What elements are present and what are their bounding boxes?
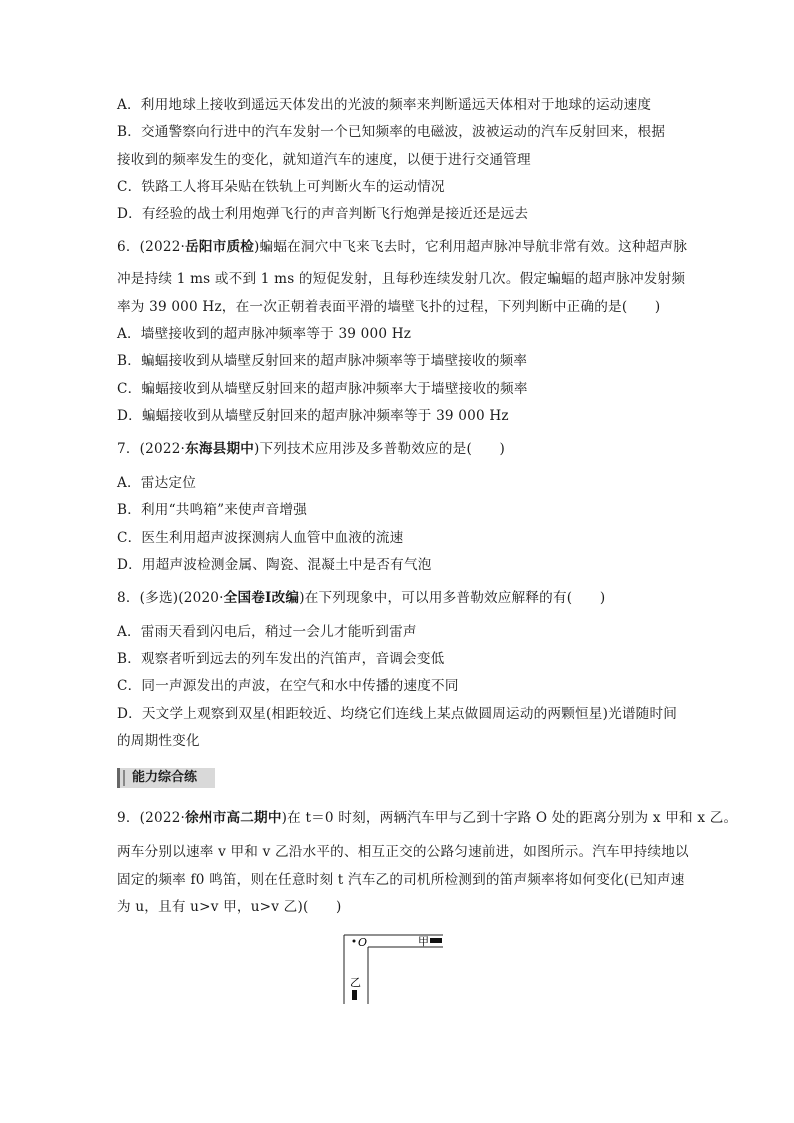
q6-option-a: A．墙壁接收到的超声脉冲频率等于 39 000 Hz [117,326,412,342]
section-heading: 能力综合练 [117,768,215,788]
q6-option-d: D．蝙蝠接收到从墙壁反射回来的超声脉冲频率等于 39 000 Hz [117,408,509,424]
origin-dot [353,940,356,943]
q5-option-a: A．利用地球上接收到遥远天体发出的光波的频率来判断遥远天体相对于地球的运动速度 [117,97,652,113]
q8-option-a: A．雷雨天看到闪电后，稍过一会儿才能听到雷声 [117,624,417,640]
q5-option-c: C．铁路工人将耳朵贴在铁轨上可判断火车的运动情况 [117,179,445,195]
q8-option-d-line2: 的周期性变化 [117,733,200,749]
q9-stem-line2: 两车分别以速率 v 甲和 v 乙沿水平的、相互正交的公路匀速前进，如图所示。汽车甲持续地以 [117,844,689,860]
q9-stem-line4: 为 u，且有 u>v 甲，u>v 乙)( ) [117,899,342,915]
q8-option-c: C．同一声源发出的声波，在空气和水中传播的速度不同 [117,678,459,694]
q7-option-a: A．雷达定位 [117,475,196,491]
q9-source: 徐州市高二期中 [185,810,282,826]
q8-number: 8．(多选)(2020· [117,590,224,606]
q7-option-d: D．用超声波检测金属、陶瓷、混凝土中是否有气泡 [117,557,432,573]
q6-text: )蝙蝠在洞穴中飞来飞去时，它利用超声脉冲导航非常有效。这种超声脉 [254,239,688,255]
car-b-label: 乙 [350,976,361,989]
q6-number: 6．(2022· [117,239,186,255]
car-a-label: 甲 [418,935,429,948]
q6-option-b: B．蝙蝠接收到从墙壁反射回来的超声脉冲频率等于墙壁接收的频率 [117,353,528,369]
q8-option-b: B．观察者听到远去的列车发出的汽笛声，音调会变低 [117,651,445,667]
car-b-icon [352,990,357,1000]
q8-source: 全国卷Ⅰ改编 [223,590,300,606]
q6-source: 岳阳市质检 [185,239,255,255]
q5-option-b-line2: 接收到的频率发生的变化，就知道汽车的速度，以便于进行交通管理 [117,152,531,168]
q8-text: )在下列现象中，可以用多普勒效应解释的有( ) [299,590,606,606]
q7-number: 7．(2022· [117,441,186,457]
car-a-icon [430,938,442,943]
q7-source: 东海县期中 [185,441,255,457]
q6-stem-line2: 冲是持续 1 ms 或不到 1 ms 的短促发射，且每秒连续发射几次。假定蝙蝠的超声脉冲发射频 [117,271,686,287]
q5-option-d: D．有经验的战士利用炮弹飞行的声音判断飞行炮弹是接近还是远去 [117,206,529,222]
q5-option-b-line1: B．交通警察向行进中的汽车发射一个已知频率的电磁波，波被运动的汽车反射回来，根据 [117,124,666,140]
q6-option-c: C．蝙蝠接收到从墙壁反射回来的超声脉冲频率大于墙壁接收的频率 [117,381,528,397]
q8-option-d-line1: D．天文学上观察到双星(相距较近、均绕它们连线上某点做圆周运动的两颗恒星)光谱随时间 [117,706,678,722]
q6-stem-line3: 率为 39 000 Hz，在一次正朝着表面平滑的墙壁飞扑的过程，下列判断中正确的是( ) [117,299,661,315]
q9-text: )在 t＝0 时刻，两辆汽车甲与乙到十字路 O 处的距离分别为 x 甲和 x 乙。 [281,810,738,826]
q7-option-c: C．医生利用超声波探测病人血管中血液的流速 [117,530,404,546]
q7-option-b: B．利用“共鸣箱”来使声音增强 [117,502,308,518]
q7-text: )下列技术应用涉及多普勒效应的是( ) [254,441,506,457]
origin-label: O [358,936,368,949]
q9-number: 9．(2022· [117,810,186,826]
q9-stem-line3: 固定的频率 f0 鸣笛，则在任意时刻 t 汽车乙的司机所检测到的笛声频率将如何变化(已知声速 [117,872,685,888]
